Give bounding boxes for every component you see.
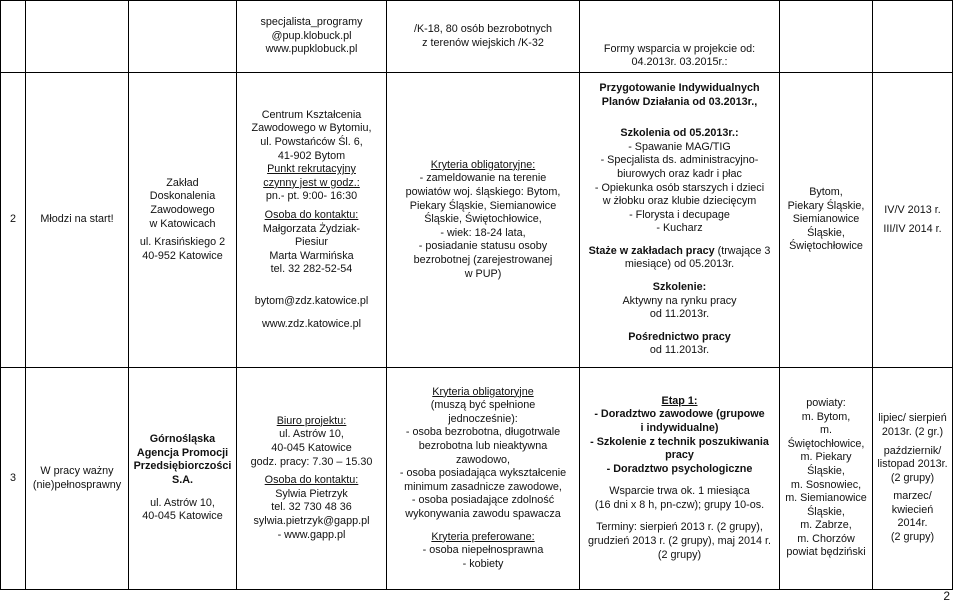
support-forms: Etap 1: - Doradztwo zawodowe (grupowe i indywidualne) - Szkolenie z technik poszukiwania pracy - Doradztwo psychologiczne Wsparcie trwa ok. 1 miesiąca (16 dni x 8 h, pn-czw); grupy 10-os. Terminy: sierpień 2013 r. (2 grupy), grudzień 2013 r. (2 grupy), maj 2014 r. (2 grupy) [580, 368, 780, 590]
email-link[interactable]: sylwia.pietrzyk@gapp.pl [253, 514, 370, 527]
eligibility-criteria: Kryteria obligatoryjne (muszą być spełnione jednocześnie): - osoba bezrobotna, długotrwale bezrobotna lub nieaktywna zawodowo, - osoba posiadająca wykształcenie minimum zasadnicze zawodowe, - osoba posiadające zdolność wykonywania zawodu spawacza Kryteria preferowane: - osoba niepełnosprawna - kobiety [387, 368, 580, 590]
dates: lipiec/ sierpień 2013r. (2 gr.) październik/ listopad 2013r. (2 grupy) marzec/ kwiecień 2014r. (2 grupy) [873, 368, 953, 590]
table-row-project-2 [1, 73, 953, 368]
website-link[interactable]: www.zdz.katowice.pl [261, 317, 361, 330]
support-forms-intro: Formy wsparcia w projekcie od: 04.2013r. 03.2015r.: [580, 1, 780, 73]
row-number: 2 [1, 73, 26, 368]
table-row-project-3 [1, 368, 953, 590]
office-contact: Centrum Kształcenia Zawodowego w Bytomiu, ul. Powstańców Śl. 6, 41-902 Bytom Punkt rekrutacyjny czynny jest w godz.: pn.- pt. 9:00- 16:30 Osoba do kontaktu: Małgorzata Żydziak- Piesiur Marta Warmińska tel. 32 282-52-54 bytom@zdz.katowice.pl www.zdz.katowice.pl [237, 73, 387, 368]
table-row-continued [1, 1, 953, 73]
website-link[interactable]: - www.gapp.pl [277, 528, 346, 541]
area: Bytom, Piekary Śląskie, Siemianowice Śląskie, Świętochłowice [780, 73, 873, 368]
criteria-continued: /K-18, 80 osób bezrobotnych z terenów wiejskich /K-32 [387, 1, 580, 73]
area: powiaty: m. Bytom, m. Świętochłowice, m. Piekary Śląskie, m. Sosnowiec, m. Siemianowice Śląskie, m. Zabrze, m. Chorzów powiat będziński [780, 368, 873, 590]
contact-continued: specjalista_programy @pup.klobuck.pl www.pupklobuck.pl [237, 1, 387, 73]
dates: IV/V 2013 r. III/IV 2014 r. [873, 73, 953, 368]
organization: Górnośląska Agencja Promocji Przedsiębiorczości S.A. ul. Astrów 10, 40-045 Katowice [129, 368, 237, 590]
project-name: Młodzi na start! [26, 73, 129, 368]
office-contact: Biuro projektu: ul. Astrów 10, 40-045 Katowice godz. pracy: 7.30 – 15.30 Osoba do kontaktu: Sylwia Pietrzyk tel. 32 730 48 36 sylwia.pietrzyk@gapp.pl - www.gapp.pl [237, 368, 387, 590]
page-number: 2 [943, 589, 950, 603]
row-number: 3 [1, 368, 26, 590]
support-forms: Przygotowanie Indywidualnych Planów Działania od 03.2013r., Szkolenia od 05.2013r.: - Spawanie MAG/TIG - Specjalista ds. administracyjno- biurowych oraz kadr i płac - Opiekunka osób starszych i dzieci w żłobku oraz klubie dziecięcym - Florysta i decupage - Kucharz Staże w zakładach pracy (trwające 3 miesiące) od 05.2013r. Szkolenie: Aktywny na rynku pracy od 11.2013r. Pośrednictwo pracy od 11.2013r. [580, 73, 780, 368]
eligibility-criteria: Kryteria obligatoryjne: - zameldowanie na terenie powiatów woj. śląskiego: Bytom, Piekary Śląskie, Siemianowice Śląskie, Świętochłowice, - wiek: 18-24 lata, - posiadanie statusu osoby bezrobotnej (zarejestrowanej w PUP) [387, 73, 580, 368]
project-name: W pracy ważny (nie)pełnosprawny [26, 368, 129, 590]
email-link[interactable]: bytom@zdz.katowice.pl [254, 294, 369, 307]
organization: Zakład Doskonalenia Zawodowego w Katowicach ul. Krasińskiego 2 40-952 Katowice [129, 73, 237, 368]
